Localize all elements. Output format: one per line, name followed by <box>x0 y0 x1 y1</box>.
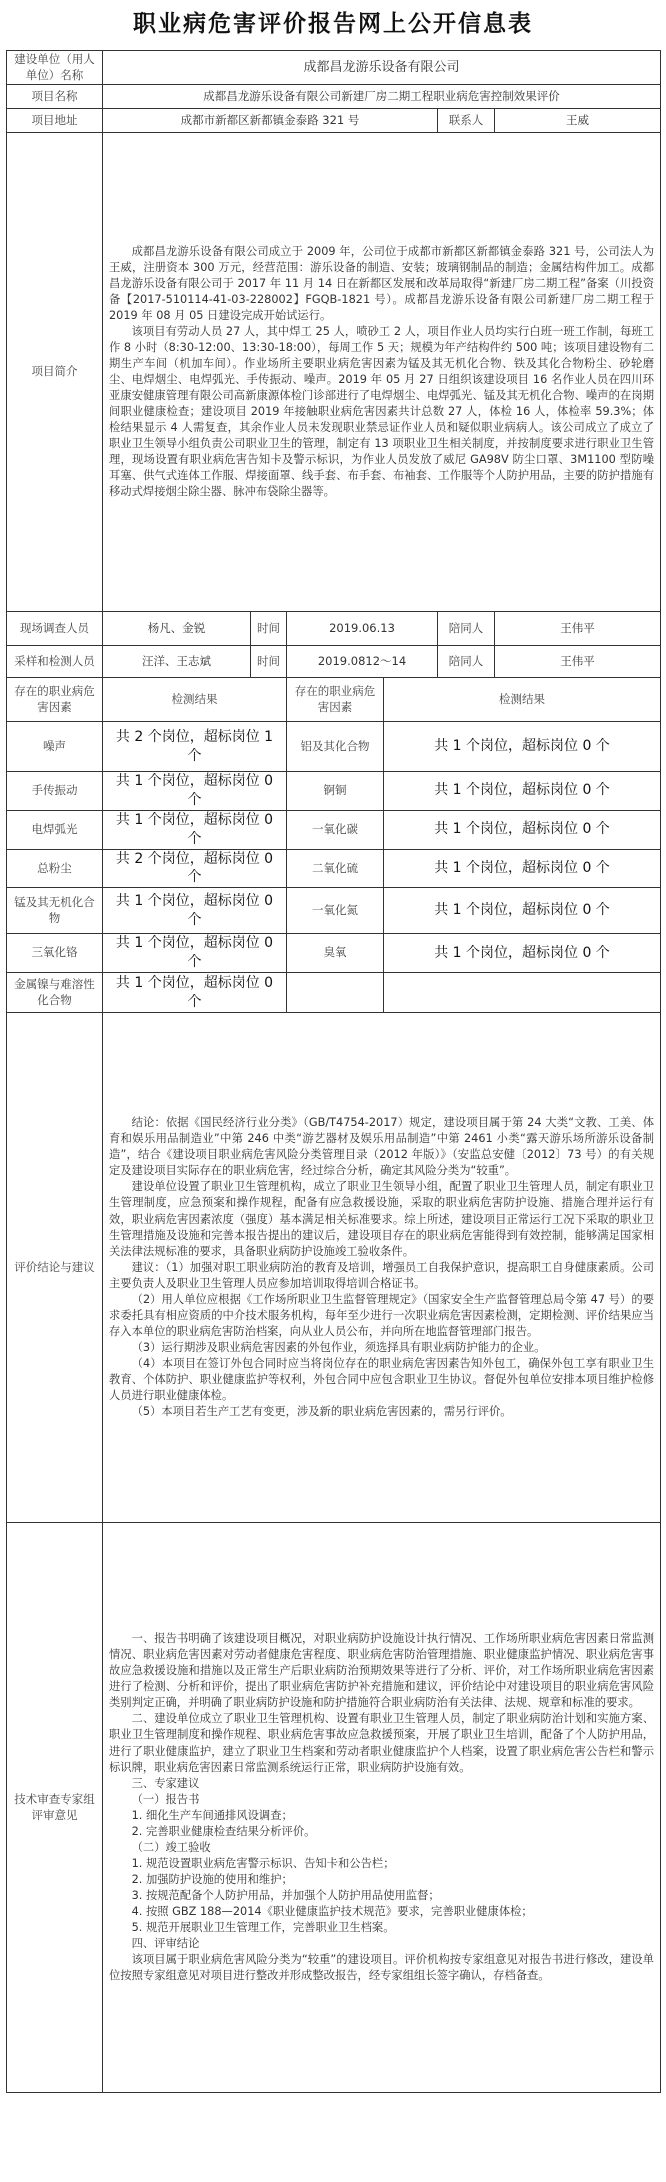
review-paragraph: 该项目属于职业病危害风险分类为“较重”的建设项目。评价机构按专家组意见对报告书进行修改，建设单位按照专家组意见对项目进行整改并形成整改报告，经专家组组长签字确认，存档备查。 <box>109 1952 655 1982</box>
factor-result: 共 1 个岗位，超标岗位 0 个 <box>384 888 661 934</box>
survey-label: 现场调查人员 <box>7 612 103 646</box>
review-paragraph: 2. 完善职业健康检查结果分析评价。 <box>131 1824 316 1838</box>
review-paragraph: 1. 规范设置职业病危害警示标识、告知卡和公告栏； <box>131 1856 395 1870</box>
factor-row <box>7 722 661 772</box>
conclusion-paragraph: （2）用人单位应根据《工作场所职业卫生监督管理规定》（国家安全生产监督管理总局令第 47 号）的要求委托具有相应资质的中介技术服务机构，每年至少进行一次职业病危害因素检测，定期检测、评价结果应当存入本单位的职业病危害防治档案，向从业人员公布，并向所在地监督管理部门报告。 <box>109 1292 655 1338</box>
info-table <box>6 50 661 2093</box>
project-address-value: 成都市新都区新都镇金泰路 321 号 <box>103 109 438 133</box>
factor-result: 共 1 个岗位，超标岗位 0 个 <box>103 888 287 934</box>
conclusion-paragraph: 建议：（1）加强对职工职业病防治的教育及培训，增强员工自我保护意识，提高职工自身健康素质。公司主要负责人及职业卫生管理人员应参加培训取得培训合格证书。 <box>109 1260 655 1290</box>
factor-row <box>7 934 661 973</box>
unit-value: 成都昌龙游乐设备有限公司 <box>103 51 661 85</box>
unit-label: 建设单位（用人单位）名称 <box>7 51 103 85</box>
conclusion-paragraph: （5）本项目若生产工艺有变更，涉及新的职业病危害因素的，需另行评价。 <box>131 1404 512 1418</box>
review-paragraph: （一）报告书 <box>131 1792 200 1806</box>
review-paragraph: 4. 按照 GBZ 188—2014《职业健康监护技术规范》要求，完善职业健康体检； <box>131 1904 533 1918</box>
review-paragraph: 二、建设单位成立了职业卫生管理机构、设置有职业卫生管理人员，制定了职业病防治计划和实施方案、职业卫生管理制度和操作规程、职业病危害事故应急救援预案，开展了职业卫生培训，配备了个人防护用品，进行了职业健康监护，建立了职业卫生档案和劳动者职业健康监护个人档案，设置了职业病危害公告栏和警示标识牌，职业病危害因素日常监测系统运行正常，职业病防护设施有效。 <box>109 1712 655 1774</box>
survey-time-label: 时间 <box>251 612 287 646</box>
contact-value: 王威 <box>495 109 661 133</box>
factor-name <box>287 973 384 1013</box>
factor-name: 铝及其化合物 <box>287 722 384 772</box>
sampling-label: 采样和检测人员 <box>7 646 103 678</box>
sampling-acc-label: 陪同人 <box>438 646 495 678</box>
project-address-row <box>7 109 661 133</box>
factor-name: 手传振动 <box>7 772 103 811</box>
review-text <box>103 1523 661 2093</box>
result-header: 检测结果 <box>384 678 661 722</box>
conclusion-paragraph: 建设单位设置了职业卫生管理机构，成立了职业卫生领导小组，配置了职业卫生管理人员，制定有职业卫生管理制度，应急预案和操作规程，配备有应急救援设施，采取的职业病危害防护设施、措施合理并运行有效，职业病危害因素浓度（强度）基本满足相关标准要求。综上所述，建设项目正常运行工况下采取的职业卫生管理措施及设施和完善本报告提出的建议后，建设项目存在的职业病危害能得到有效控制，能够满足国家相关法律法规标准的要求，具备职业病防护设施竣工验收条件。 <box>109 1180 655 1258</box>
survey-acc: 王伟平 <box>495 612 661 646</box>
factor-row <box>7 849 661 888</box>
factor-name: 金属镍与难溶性化合物 <box>7 973 103 1013</box>
factor-row <box>7 772 661 811</box>
factor-name: 锕铜 <box>287 772 384 811</box>
factor-result: 共 1 个岗位，超标岗位 0 个 <box>103 810 287 849</box>
factor-result: 共 1 个岗位，超标岗位 0 个 <box>384 849 661 888</box>
factor-result: 共 1 个岗位，超标岗位 0 个 <box>384 772 661 811</box>
review-paragraph: 3. 按规范配备个人防护用品，并加强个人防护用品使用监督； <box>131 1888 440 1902</box>
factor-header: 存在的职业病危害因素 <box>7 678 103 722</box>
review-paragraph: （二）竣工验收 <box>131 1840 211 1854</box>
conclusion-text <box>103 1013 661 1523</box>
intro-paragraph: 成都昌龙游乐设备有限公司成立于 2009 年，公司位于成都市新都区新都镇金泰路 321 号，公司法人为王威，注册资本 300 万元，经营范围：游乐设备的制造、安装；玻璃钢制品的制造；金属结构件加工。成都昌龙游乐设备有限公司于 2017 年 11 月 14 日在新都区发展和改革局取得“新建厂房二期工程”备案（川投资备【2017-510114-41-03-228002】FGQB-1821 号）。成都昌龙游乐设备有限公司新建厂房二期工程于 2019 年 08 月 05 日建设完成开始试运行。 <box>109 244 655 322</box>
sampling-row <box>7 646 661 678</box>
sampling-time: 2019.0812～14 <box>287 646 438 678</box>
review-paragraph: 2. 加强防护设施的使用和维护； <box>131 1872 293 1886</box>
sampling-acc: 王伟平 <box>495 646 661 678</box>
factor-result: 共 1 个岗位，超标岗位 0 个 <box>384 934 661 973</box>
conclusion-paragraph: 结论：依据《国民经济行业分类》（GB/T4754-2017）规定，建设项目属于第 24 大类“文教、工美、体育和娱乐用品制造业”中第 246 中类“游艺器材及娱乐用品制造”中第 2461 小类“露天游乐场所游乐设备制造”，结合《建设项目职业病危害风险分类管理目录（2012 年版）》（安监总安健〔2012〕73 号）的有关规定及建设项目实际存在的职业病危害，经过综合分析，确定其风险分类为“较重”。 <box>109 1116 655 1178</box>
survey-acc-label: 陪同人 <box>438 612 495 646</box>
sampling-time-label: 时间 <box>251 646 287 678</box>
conclusion-label: 评价结论与建议 <box>7 1013 103 1523</box>
review-paragraph: 四、评审结论 <box>131 1936 200 1950</box>
conclusion-row <box>7 1013 661 1523</box>
intro-row <box>7 133 661 612</box>
factor-result: 共 1 个岗位，超标岗位 0 个 <box>384 810 661 849</box>
intro-label: 项目简介 <box>7 133 103 612</box>
factor-result: 共 2 个岗位，超标岗位 0 个 <box>103 849 287 888</box>
factor-name: 总粉尘 <box>7 849 103 888</box>
review-paragraph: 5. 规范开展职业卫生管理工作，完善职业卫生档案。 <box>131 1920 395 1934</box>
factor-row <box>7 973 661 1013</box>
project-name-value: 成都昌龙游乐设备有限公司新建厂房二期工程职业病危害控制效果评价 <box>103 85 661 109</box>
survey-people: 杨凡、金锐 <box>103 612 251 646</box>
review-paragraph: 三、专家建议 <box>131 1776 200 1790</box>
review-row <box>7 1523 661 2093</box>
factor-row <box>7 888 661 934</box>
review-paragraph: 1. 细化生产车间通排风设调查； <box>131 1808 293 1822</box>
contact-label: 联系人 <box>438 109 495 133</box>
factor-header: 存在的职业病危害因素 <box>287 678 384 722</box>
factor-name: 二氧化硫 <box>287 849 384 888</box>
factor-name: 锰及其无机化合物 <box>7 888 103 934</box>
conclusion-paragraph: （4）本项目在签订外包合同时应当将岗位存在的职业病危害因素告知外包工，确保外包工享有职业卫生教育、个体防护、职业健康监护等权利，外包合同中应包含职业卫生协议。督促外包单位安排本项目维护检修人员进行职业健康体检。 <box>109 1356 655 1402</box>
intro-text <box>103 133 661 612</box>
sampling-people: 汪洋、王志斌 <box>103 646 251 678</box>
conclusion-paragraph: （3）运行期涉及职业病危害因素的外包作业，须选择具有职业病防护能力的企业。 <box>131 1340 546 1354</box>
review-paragraph: 一、报告书明确了该建设项目概况，对职业病防护设施设计执行情况、工作场所职业病危害因素日常监测情况、职业病危害因素对劳动者健康危害程度、职业病危害防治管理措施、职业健康监护情况、职业病危害事故应急救援设施和措施以及正常生产后职业病防治预期效果等进行了分析、评价，对工作场所职业病危害因素进行了检测、分析和评价，提出了职业病危害防护补充措施和建议，评价结论中对建设项目的职业病危害风险类别判定正确，并明确了职业病防护设施和防护措施符合职业病防治有关法律、法规、规章和标准的要求。 <box>109 1632 655 1710</box>
factor-name: 一氧化氮 <box>287 888 384 934</box>
factor-name: 臭氧 <box>287 934 384 973</box>
factor-name: 电焊弧光 <box>7 810 103 849</box>
survey-row <box>7 612 661 646</box>
project-name-row <box>7 85 661 109</box>
survey-time: 2019.06.13 <box>287 612 438 646</box>
page-title: 职业病危害评价报告网上公开信息表 <box>133 11 533 37</box>
factor-result: 共 1 个岗位，超标岗位 0 个 <box>103 772 287 811</box>
factor-name: 三氧化铬 <box>7 934 103 973</box>
factor-name: 一氧化碳 <box>287 810 384 849</box>
factor-row <box>7 810 661 849</box>
factor-result: 共 1 个岗位，超标岗位 0 个 <box>103 973 287 1013</box>
factor-result: 共 1 个岗位，超标岗位 0 个 <box>384 722 661 772</box>
factor-result <box>384 973 661 1013</box>
factor-result: 共 1 个岗位，超标岗位 0 个 <box>103 934 287 973</box>
factor-header-row <box>7 678 661 722</box>
intro-paragraph: 该项目有劳动人员 27 人，其中焊工 25 人，喷砂工 2 人，项目作业人员均实行白班一班工作制，每班工作 8 小时（8:30-12:00、13:30-18:00），每周工作 5 天；规模为年产结构件约 500 吨；该项目建设物有二期生产车间（机加车间）。作业场所主要职业病危害因素为锰及其无机化合物、铁及其化合物粉尘、砂轮磨尘、电焊烟尘、电焊弧光、手传振动、噪声。2019 年 05 月 27 日组织该建设项目 16 名作业人员在四川环亚康安健康管理有限公司高新康源体检门诊部进行了电焊烟尘、电焊弧光、锰及其无机化合物、噪声的在岗期间职业健康检查；建设项目 2019 年接触职业病危害因素共计总数 27 人，体检 16 人，体检率 59.3%；体检结果显示 4 人需复查，其余作业人员未发现职业禁忌证作业人员和疑似职业病病人。该公司成立了成立了职业卫生领导小组负责公司职业卫生的管理，制定有 13 项职业卫生相关制度，并按制度要求进行职业卫生管理，现场设置有职业病危害告知卡及警示标识，为作业人员发放了威尼 GA98V 防尘口罩、3M1100 型防噪耳塞、供气式连体工作服、焊接面罩、线手套、布手套、布袖套、工作服等个人防护用品，主要的防护措施有移动式焊接烟尘除尘器、脉冲布袋除尘器等。 <box>109 324 655 499</box>
factor-result: 共 2 个岗位，超标岗位 1 个 <box>103 722 287 772</box>
project-address-label: 项目地址 <box>7 109 103 133</box>
unit-row <box>7 51 661 85</box>
result-header: 检测结果 <box>103 678 287 722</box>
review-label: 技术审查专家组评审意见 <box>7 1523 103 2093</box>
factor-name: 噪声 <box>7 722 103 772</box>
project-name-label: 项目名称 <box>7 85 103 109</box>
